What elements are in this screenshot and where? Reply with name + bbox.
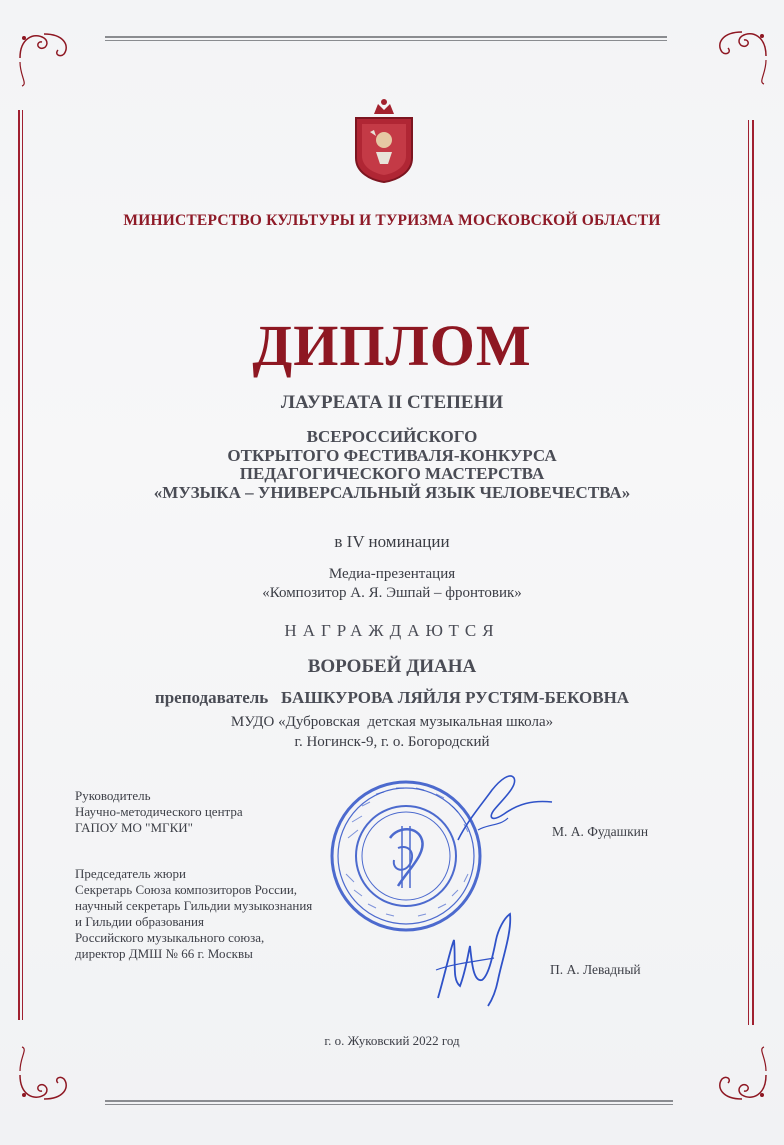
- signer-1-line-2: Научно-методического центра: [75, 804, 243, 819]
- signer-2-line-5: Российского музыкального союза,: [75, 930, 265, 945]
- signer-1-title: [75, 788, 243, 836]
- school-info: [0, 712, 784, 752]
- media-line-2: «Композитор А. Я. Эшпай – фронтовик»: [262, 585, 522, 601]
- corner-ornament-icon: [712, 26, 772, 86]
- signer-1-line-3: ГАПОУ МО "МГКИ": [75, 820, 193, 835]
- festival-title: [0, 428, 784, 502]
- festival-line-3: ПЕДАГОГИЧЕСКОГО МАСТЕРСТВА: [239, 464, 545, 483]
- teacher-line: [0, 688, 784, 708]
- footer-place-year: г. о. Жуковский 2022 год: [324, 1033, 460, 1048]
- festival-line-2: ОТКРЫТОГО ФЕСТИВАЛЯ-КОНКУРСА: [227, 445, 557, 465]
- signature-1-icon: [448, 760, 556, 850]
- festival-line-1: ВСЕРОССИЙСКОГО: [306, 427, 478, 446]
- signer-2-line-4: и Гильдии образования: [75, 914, 204, 929]
- nomination: в IV номинации: [334, 532, 450, 551]
- signer-1-name: М. А. Фудашкин: [552, 824, 649, 839]
- signer-2-line-3: научный секретарь Гильдии музыкознания: [75, 898, 313, 913]
- ministry-name: МИНИСТЕРСТВО КУЛЬТУРЫ И ТУРИЗМА МОСКОВСКОЙ ОБЛАСТИ: [123, 212, 661, 229]
- student-name: ВОРОБЕЙ ДИАНА: [307, 656, 477, 677]
- signer-2-line-2: Секретарь Союза композиторов России,: [75, 882, 298, 897]
- top-rule-inner: [105, 40, 667, 41]
- awarded-heading: НАГРАЖДАЮТСЯ: [284, 621, 500, 640]
- festival-line-4: «МУЗЫКА – УНИВЕРСАЛЬНЫЙ ЯЗЫК ЧЕЛОВЕЧЕСТВА»: [153, 482, 631, 502]
- bottom-rule: [105, 1100, 673, 1102]
- signature-2-icon: [432, 910, 532, 1010]
- school-line-1: МУДО «Дубровская детская музыкальная школа»: [230, 714, 554, 730]
- media-line-1: Медиа-презентация: [328, 566, 456, 582]
- media-presentation: [0, 565, 784, 603]
- laureate-degree: ЛАУРЕАТА II СТЕПЕНИ: [280, 392, 504, 413]
- bottom-rule-inner: [105, 1104, 673, 1105]
- corner-ornament-icon: [712, 1045, 772, 1105]
- teacher-role: преподаватель: [154, 688, 269, 707]
- corner-ornament-icon: [14, 1045, 74, 1105]
- school-line-2: г. Ногинск-9, г. о. Богородский: [294, 734, 490, 750]
- corner-ornament-icon: [14, 28, 74, 88]
- page-title: ДИПЛОМ: [252, 313, 532, 378]
- top-rule: [105, 36, 667, 38]
- teacher-name: БАШКУРОВА ЛЯЙЛЯ РУСТЯМ-БЕКОВНА: [281, 688, 630, 707]
- signer-1-line-1: Руководитель: [75, 788, 151, 803]
- signer-2-line-6: директор ДМШ № 66 г. Москвы: [75, 946, 253, 961]
- signer-2-name: П. А. Левадный: [550, 962, 641, 977]
- signer-2-line-1: Председатель жюри: [75, 866, 186, 881]
- moscow-oblast-coat-of-arms-icon: [352, 96, 416, 184]
- signer-2-title: [75, 866, 312, 962]
